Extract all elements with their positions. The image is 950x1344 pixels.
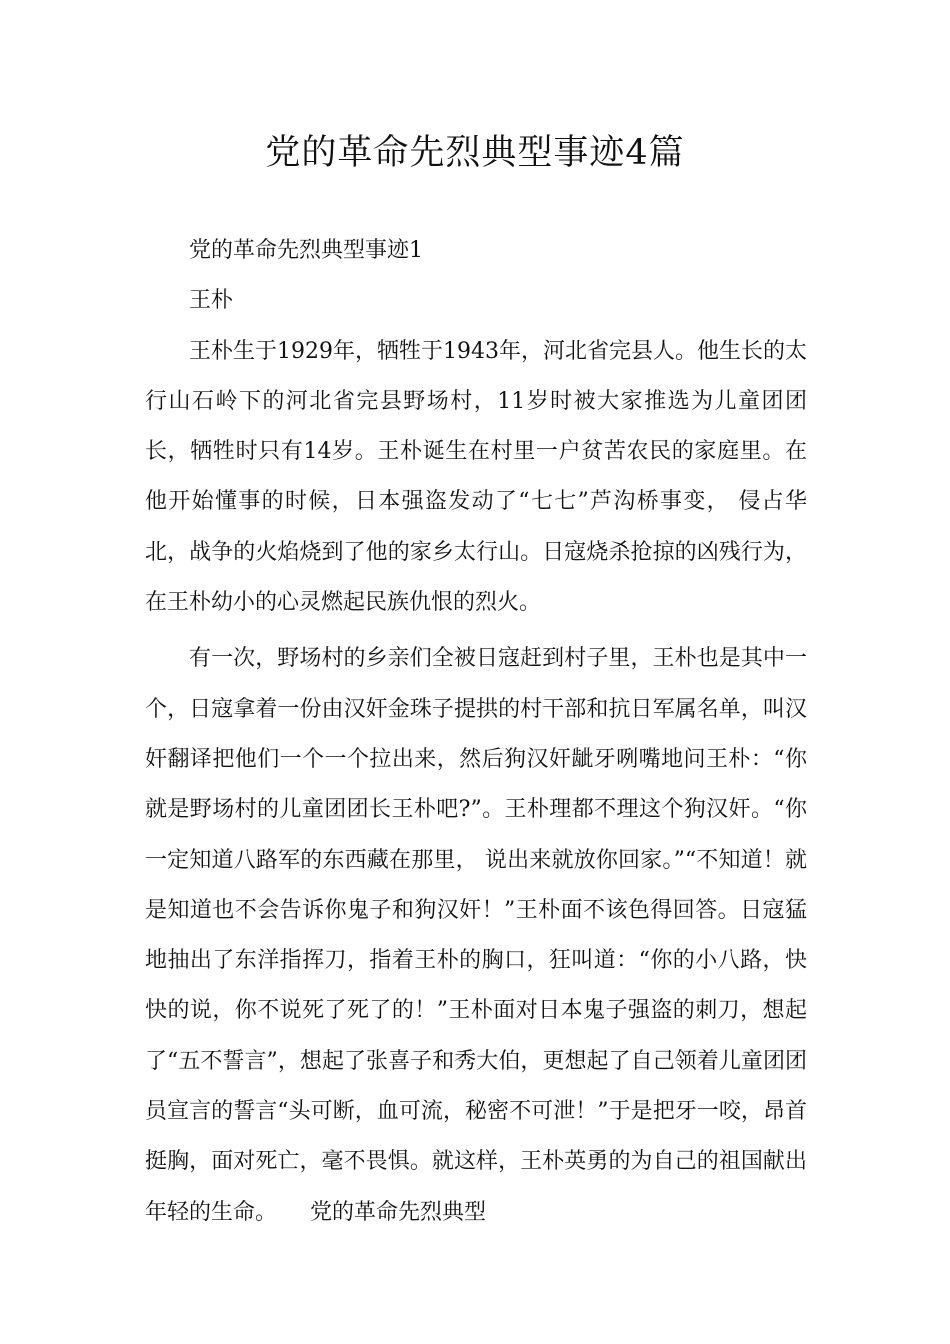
document-body (145, 226, 807, 1238)
body-paragraph: 有一次，野场村的乡亲们全被日寇赶到村子里，王朴也是其中一个，日寇拿着一份由汉奸金珠子提拱的村干部和抗日军属名单，叫汉奸翻译把他们一个一个拉出来，然后狗汉奸龇牙咧嘴地问王朴：“你就是野场村的儿童团团长王朴吧?”。王朴理都不理这个狗汉奸。“你一定知道八路军的东西藏在那里， 说出来就放你回家。”“不知道！就是知道也不会告诉你鬼子和狗汉奸！”王朴面不该色得回答。日寇猛地抽出了东洋指挥刀，指着王朴的胸口，狂叫道：“你的小八路，快快的说，你不说死了死了的！”王朴面对日本鬼子强盗的刺刀，想起了“五不誓言”，想起了张喜子和秀大伯，更想起了自己领着儿童团团员宣言的誓言“头可断，血可流，秘密不可泄！”于是把牙一咬，昂首挺胸，面对死亡，毫不畏惧。就这样，王朴英勇的为自己的祖国献出年轻的生命。 党的革命先烈典型 (145, 646, 807, 1225)
section-heading: 党的革命先烈典型事迹1 (189, 238, 423, 263)
body-paragraph: 王朴生于1929年，牺牲于1943年，河北省完县人。他生长的太行山石岭下的河北省完县野场村，11岁时被大家推选为儿童团团长，牺牲时只有14岁。王朴诞生在村里一户贫苦农民的家庭里。在他开始懂事的时候，日本强盗发动了“七七”芦沟桥事变， 侵占华北，战争的火焰烧到了他的家乡太行山。日寇烧杀抢掠的凶残行为，在王朴幼小的心灵燃起民族仇恨的烈火。 (145, 338, 807, 616)
document-title: 党的革命先烈典型事迹4篇 (265, 133, 685, 173)
person-name: 王朴 (189, 288, 234, 314)
